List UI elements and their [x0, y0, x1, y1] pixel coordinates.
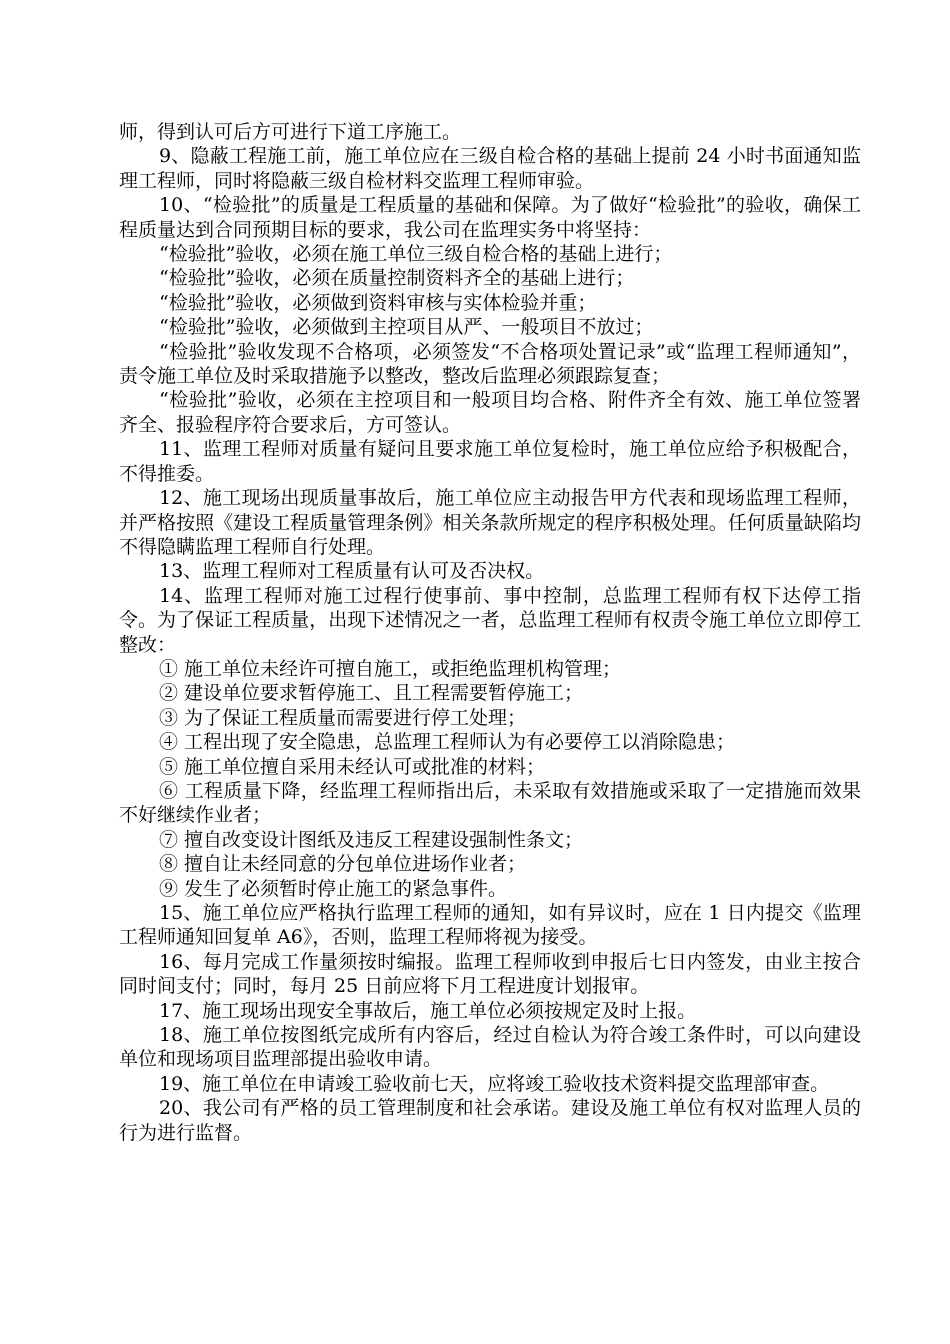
stop-work-condition-3: ③ 为了保证工程质量而需要进行停工处理；	[159, 706, 527, 729]
inspection-batch-rule-5: “检验批”验收发现不合格项，必须签发“不合格项处置记录”或“监理工程师通知”，责令施工单位及时采取措施予以整改，整改后监理必须跟踪复查；	[119, 340, 861, 388]
stop-work-condition-7: ⑦ 擅自改变设计图纸及违反工程建设强制性条文；	[159, 828, 584, 851]
inspection-batch-rule-4: “检验批”验收，必须做到主控项目从严、一般项目不放过；	[159, 316, 654, 339]
paragraph-item-11: 11、监理工程师对质量有疑问且要求施工单位复检时，施工单位应给予积极配合，不得推委。	[119, 438, 861, 485]
inspection-batch-rule-3: “检验批”验收，必须做到资料审核与实体检验并重；	[159, 291, 597, 314]
inspection-batch-rule-2: “检验批”验收，必须在质量控制资料齐全的基础上进行；	[159, 267, 635, 290]
stop-work-condition-2: ② 建设单位要求暂停施工、且工程需要暂停施工；	[159, 682, 584, 705]
document-body	[119, 120, 861, 1145]
stop-work-condition-4: ④ 工程出现了安全隐患，总监理工程师认为有必要停工以消除隐患；	[159, 731, 736, 754]
paragraph-item-12: 12、施工现场出现质量事故后，施工单位应主动报告甲方代表和现场监理工程师，并严格按照《建设工程质量管理条例》相关条款所规定的程序积极处理。任何质量缺陷均不得隐瞒监理工程师自行处理。	[119, 487, 861, 558]
inspection-batch-rule-1: “检验批”验收，必须在施工单位三级自检合格的基础上进行；	[159, 243, 673, 266]
stop-work-condition-9: ⑨ 发生了必须暂时停止施工的紧急事件。	[159, 877, 508, 900]
stop-work-condition-8: ⑧ 擅自让未经同意的分包单位进场作业者；	[159, 853, 527, 876]
stop-work-condition-1: ① 施工单位未经许可擅自施工，或拒绝监理机构管理；	[159, 657, 622, 680]
paragraph-item-15: 15、施工单位应严格执行监理工程师的通知，如有异议时，应在 1 日内提交《监理工程师通知回复单 A6》，否则，监理工程师将视为接受。	[119, 902, 861, 949]
paragraph-item-17: 17、施工现场出现安全事故后，施工单位必须按规定及时上报。	[159, 999, 697, 1022]
inspection-batch-rule-6: “检验批”验收，必须在主控项目和一般项目均合格、附件齐全有效、施工单位签署齐全、报验程序符合要求后，方可签认。	[119, 389, 861, 436]
paragraph-item-16: 16、每月完成工作量须按时编报。监理工程师收到申报后七日内签发，由业主按合同时间支付；同时，每月 25 日前应将下月工程进度计划报审。	[119, 950, 861, 998]
paragraph-item-14: 14、监理工程师对施工过程行使事前、事中控制，总监理工程师有权下达停工指令。为了保证工程质量，出现下述情况之一者，总监理工程师有权责令施工单位立即停工整改：	[119, 584, 861, 656]
paragraph-item-10: 10、“检验批”的质量是工程质量的基础和保障。为了做好“检验批”的验收，确保工程质量达到合同预期目标的要求，我公司在监理实务中将坚持：	[119, 194, 861, 241]
paragraph-item-9: 9、隐蔽工程施工前，施工单位应在三级自检合格的基础上提前 24 小时书面通知监理工程师，同时将隐蔽三级自检材料交监理工程师审验。	[119, 145, 861, 192]
stop-work-condition-5: ⑤ 施工单位擅自采用未经认可或批准的材料；	[159, 755, 546, 778]
paragraph-item-20: 20、我公司有严格的员工管理制度和社会承诺。建设及施工单位有权对监理人员的行为进行监督。	[119, 1097, 861, 1144]
paragraph-item-13: 13、监理工程师对工程质量有认可及否决权。	[159, 560, 545, 583]
paragraph-item-19: 19、施工单位在申请竣工验收前七天，应将竣工验收技术资料提交监理部审查。	[159, 1072, 830, 1095]
paragraph-item-18: 18、施工单位按图纸完成所有内容后，经过自检认为符合竣工条件时，可以向建设单位和现场项目监理部提出验收申请。	[119, 1024, 861, 1071]
paragraph-continuation: 师，得到认可后方可进行下道工序施工。	[119, 121, 462, 143]
stop-work-condition-6: ⑥ 工程质量下降，经监理工程师指出后，未采取有效措施或采取了一定措施而效果不好继续作业者；	[119, 779, 861, 827]
